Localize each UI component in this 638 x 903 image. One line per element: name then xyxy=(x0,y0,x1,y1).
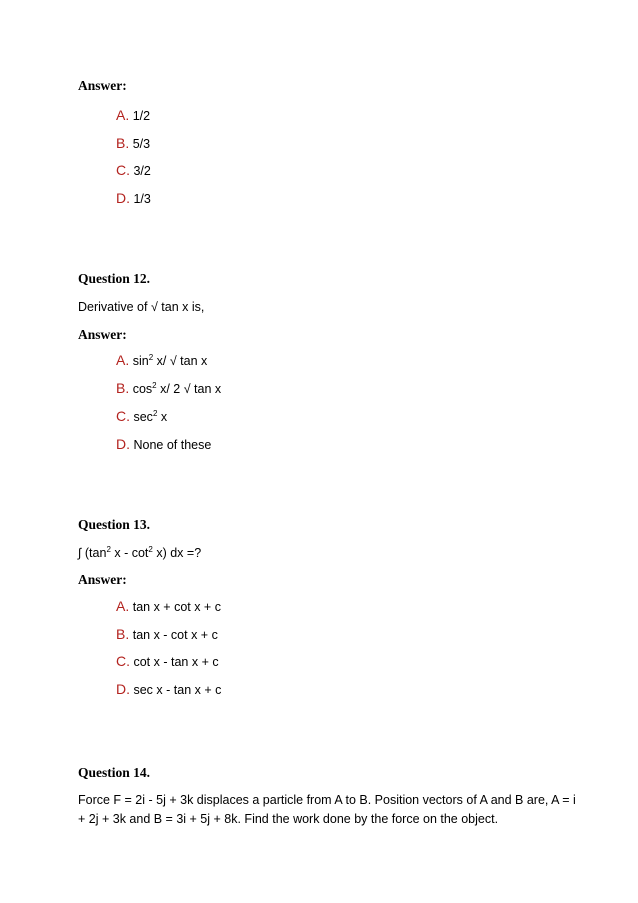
option-c xyxy=(116,162,151,179)
option-d xyxy=(116,436,211,453)
option-text: $\sec^2 x$ xyxy=(133,409,168,424)
option-a xyxy=(116,598,221,615)
option-letter: B. xyxy=(116,626,130,642)
question-13-stem: ∫ ($\tan^2$ x - $\cot^2 x$) dx =? xyxy=(78,545,202,560)
option-text: sec x - tan x + c xyxy=(133,683,222,697)
option-letter: D. xyxy=(116,681,130,697)
option-text: $\cos^2 x/$ 2 √ tan x xyxy=(132,381,222,396)
option-letter: C. xyxy=(116,162,130,178)
option-b xyxy=(116,626,218,643)
question-14-title: Question 14. xyxy=(78,765,151,780)
option-text: tan x - cot x + c xyxy=(132,628,218,642)
option-letter: C. xyxy=(116,408,130,424)
option-letter: C. xyxy=(116,653,130,669)
option-letter: A. xyxy=(116,352,130,368)
option-a xyxy=(116,107,150,124)
option-b xyxy=(116,380,221,397)
option-b xyxy=(116,135,150,152)
question-12-title: Question 12. xyxy=(78,271,151,286)
option-letter: D. xyxy=(116,436,130,452)
option-d xyxy=(116,190,151,207)
option-c xyxy=(116,408,167,425)
option-a xyxy=(116,352,207,369)
option-text: 1/2 xyxy=(132,109,151,123)
option-letter: A. xyxy=(116,598,130,614)
answer-label: Answer: xyxy=(78,78,127,93)
option-letter: A. xyxy=(116,107,130,123)
question-14-stem: Force F = 2i - 5j + 3k displaces a particle from A to B. Position vectors of A and B are, A = i + 2j + 3k and B = 3i + 5j + 8k. Find the work done by the force on the object. xyxy=(78,793,576,826)
question-13-title: Question 13. xyxy=(78,517,151,532)
option-text: 3/2 xyxy=(133,164,151,178)
option-letter: D. xyxy=(116,190,130,206)
option-text: tan x + cot x + c xyxy=(132,600,221,614)
option-d xyxy=(116,681,221,698)
option-c xyxy=(116,653,219,670)
option-text: 5/3 xyxy=(132,137,151,151)
option-text: cot x - tan x + c xyxy=(133,655,219,669)
answer-label: Answer: xyxy=(78,572,127,587)
option-text: None of these xyxy=(133,438,212,452)
option-text: $\sin^2 x/$ √ tan x xyxy=(132,353,208,368)
option-letter: B. xyxy=(116,135,130,151)
question-12-stem: Derivative of √ tan x is, xyxy=(78,300,205,314)
option-letter: B. xyxy=(116,380,130,396)
answer-label: Answer: xyxy=(78,327,127,342)
option-text: 1/3 xyxy=(133,192,151,206)
